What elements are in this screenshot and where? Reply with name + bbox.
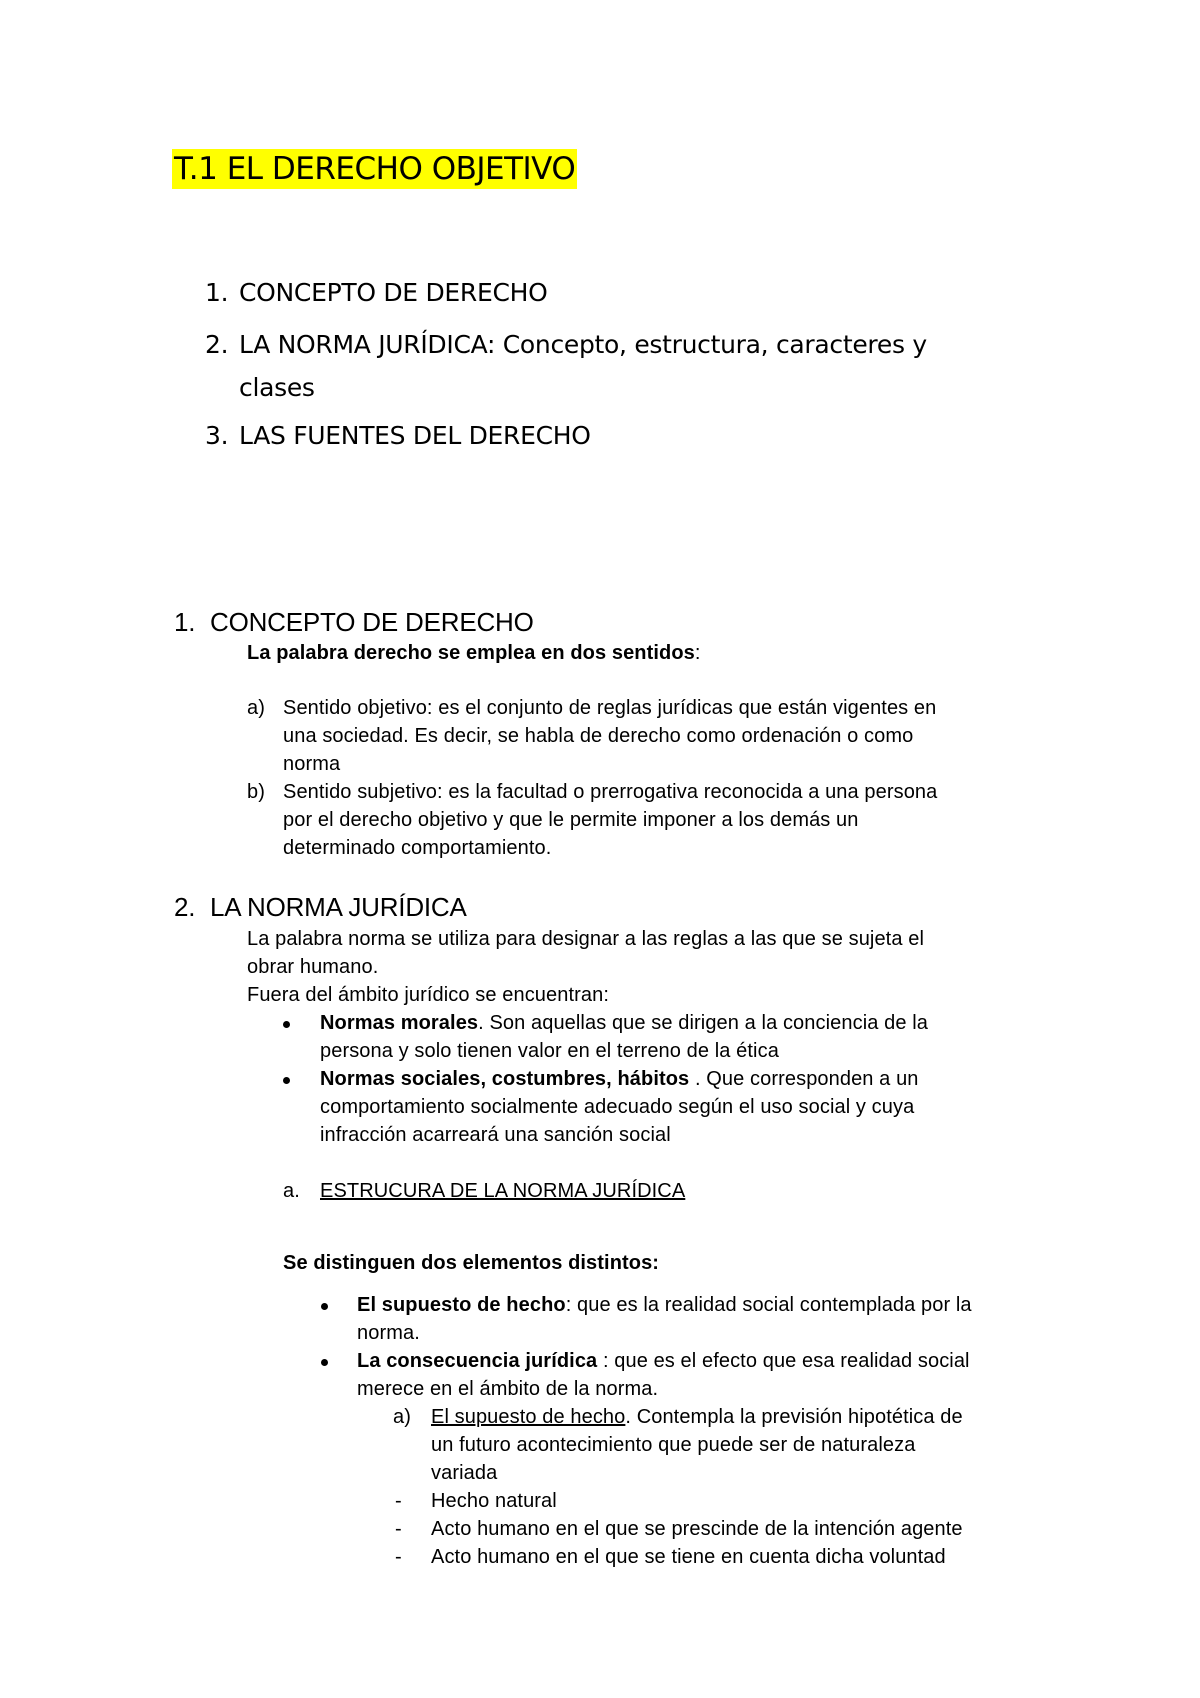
section-title: CONCEPTO DE DERECHO [210, 607, 534, 637]
section-2-paragraph-line: Fuera del ámbito jurídico se encuentran: [247, 984, 609, 1006]
norm-bullet-moral [320, 1012, 928, 1035]
toc-text: LA NORMA JURÍDICA: Concepto, estructura, caracteres y [239, 330, 927, 359]
item-line: Sentido objetivo: es el conjunto de reglas jurídicas que están vigentes en [283, 697, 937, 719]
bullet-icon [321, 1359, 328, 1366]
bullet-icon [321, 1303, 328, 1310]
supuesto-first-line [431, 1406, 963, 1429]
section-number: 1. [174, 607, 196, 637]
bullet-bold-text: Normas sociales, costumbres, hábitos [320, 1068, 690, 1090]
item-marker: a) [393, 1406, 411, 1428]
item-line: una sociedad. Es decir, se habla de derecho como ordenación o como [283, 725, 914, 747]
toc-item-2-continuation: clases [239, 373, 315, 402]
toc-text: LAS FUENTES DEL DERECHO [239, 421, 591, 450]
supuesto-line: variada [431, 1462, 498, 1484]
item-line: norma [283, 753, 341, 775]
bullet-icon [283, 1077, 290, 1084]
bullet-continuation: infracción acarreará una sanción social [320, 1124, 671, 1146]
element-rest-text: : que es el efecto que esa realidad social [597, 1350, 970, 1372]
dash-marker: - [395, 1490, 402, 1512]
element-bold-text: El supuesto de hecho [357, 1294, 566, 1316]
supuesto-rest: . Contempla la previsión hipotética de [625, 1406, 963, 1428]
document-title: T.1 EL DERECHO OBJETIVO [174, 151, 576, 187]
section-1-intro [247, 642, 701, 665]
section-2-paragraph-line: La palabra norma se utiliza para designar a las reglas a las que se sujeta el [247, 928, 924, 950]
subsection-marker: a. [283, 1180, 300, 1202]
item-line: determinado comportamiento. [283, 837, 552, 859]
bullet-rest-text: . Son aquellas que se dirigen a la conciencia de la [478, 1012, 928, 1034]
section-number: 2. [174, 892, 196, 922]
subsection-title: ESTRUCURA DE LA NORMA JURÍDICA [320, 1180, 686, 1202]
norm-bullet-social [320, 1068, 919, 1091]
dash-marker: - [395, 1546, 402, 1568]
element-supuesto [357, 1294, 972, 1317]
element-bold-text: La consecuencia jurídica [357, 1350, 598, 1372]
item-line: por el derecho objetivo y que le permite imponer a los demás un [283, 809, 859, 831]
dash-text: Acto humano en el que se tiene en cuenta dicha voluntad [431, 1546, 946, 1568]
bullet-icon [283, 1021, 290, 1028]
item-line: Sentido subjetivo: es la facultad o prerrogativa reconocida a una persona [283, 781, 938, 803]
toc-number: 3. [205, 421, 229, 450]
toc-number: 2. [205, 330, 229, 359]
intro-bold-text: La palabra derecho se emplea en dos sentidos [247, 642, 695, 664]
intro-colon: : [694, 642, 701, 664]
section-2-paragraph-line: obrar humano. [247, 956, 379, 978]
bullet-continuation: persona y solo tienen valor en el terreno de la ética [320, 1040, 779, 1062]
bullet-rest-text: . Que corresponden a un [689, 1068, 919, 1090]
section-title: LA NORMA JURÍDICA [210, 892, 467, 922]
dash-text: Hecho natural [431, 1490, 557, 1512]
elements-heading: Se distinguen dos elementos distintos: [283, 1252, 660, 1274]
toc-text: CONCEPTO DE DERECHO [239, 278, 548, 307]
toc-number: 1. [205, 278, 229, 307]
supuesto-underlined: El supuesto de hecho [431, 1406, 626, 1428]
element-continuation: norma. [357, 1322, 420, 1344]
item-marker: a) [247, 697, 265, 719]
element-consecuencia [357, 1350, 970, 1373]
bullet-bold-text: Normas morales [320, 1012, 479, 1034]
bullet-continuation: comportamiento socialmente adecuado según el uso social y cuya [320, 1096, 915, 1118]
element-rest-text: : que es la realidad social contemplada por la [565, 1294, 972, 1316]
dash-text: Acto humano en el que se prescinde de la intención agente [431, 1518, 963, 1540]
element-continuation: merece en el ámbito de la norma. [357, 1378, 659, 1400]
supuesto-line: un futuro acontecimiento que puede ser de naturaleza [431, 1434, 916, 1456]
item-marker: b) [247, 781, 265, 803]
dash-marker: - [395, 1518, 402, 1540]
